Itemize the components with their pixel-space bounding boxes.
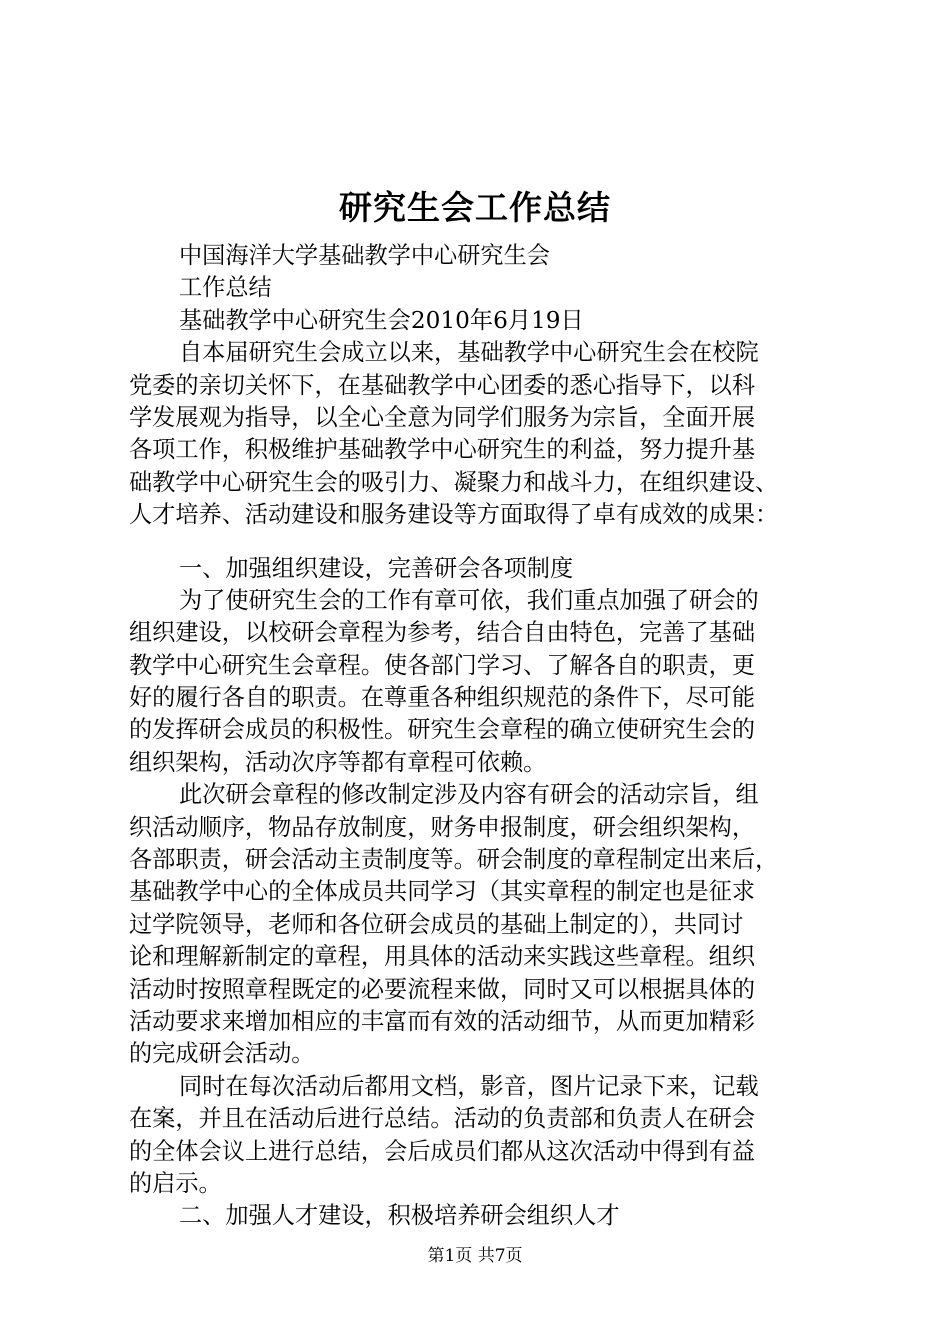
section-heading: 二、加强人才建设，积极培养研会组织人才 (179, 1202, 620, 1230)
text-line: 的全体会议上进行总结，会后成员们都从这次活动中得到有益 (129, 1137, 756, 1165)
text-line: 织活动顺序，物品存放制度，财务申报制度，研会组织架构， (129, 813, 756, 841)
text-line: 各项工作，积极维护基础教学中心研究生的利益，努力提升基 (129, 436, 756, 464)
text-line: 在案，并且在活动后进行总结。活动的负责部和负责人在研会 (129, 1105, 756, 1133)
document-body (129, 240, 839, 1233)
text-line: 的发挥研会成员的积极性。研究生会章程的确立使研究生会的 (129, 716, 756, 744)
text-line: 工作总结 (179, 274, 272, 302)
text-line: 组织建设，以校研会章程为参考，结合自由特色，完善了基础 (129, 619, 756, 647)
text-line: 础教学中心研究生会的吸引力、凝聚力和战斗力，在组织建设、 (129, 468, 779, 496)
text-line: 为了使研究生会的工作有章可依，我们重点加强了研会的 (179, 586, 759, 614)
text-line: 的启示。 (129, 1169, 222, 1197)
text-line: 自本届研究生会成立以来，基础教学中心研究生会在校院 (179, 339, 759, 367)
text-line: 组织架构，活动次序等都有章程可依赖。 (129, 748, 547, 776)
text-line: 学发展观为指导，以全心全意为同学们服务为宗旨，全面开展 (129, 403, 756, 431)
section-heading: 一、加强组织建设，完善研会各项制度 (179, 554, 574, 582)
text-line: 基础教学中心的全体成员共同学习（其实章程的制定也是征求 (129, 878, 756, 906)
text-line: 此次研会章程的修改制定涉及内容有研会的活动宗旨，组 (179, 781, 759, 809)
page-footer: 第1页 共7页 (427, 1246, 523, 1266)
text-line: 论和理解新制定的章程，用具体的活动来实践这些章程。组织 (129, 943, 756, 971)
text-line: 各部职责，研会活动主责制度等。研会制度的章程制定出来后， (129, 846, 779, 874)
text-line: 同时在每次活动后都用文档，影音，图片记录下来，记载 (179, 1072, 759, 1100)
text-line: 好的履行各自的职责。在尊重各种组织规范的条件下，尽可能 (129, 684, 756, 712)
text-line: 活动要求来增加相应的丰富而有效的活动细节，从而更加精彩 (129, 1007, 756, 1035)
text-line: 基础教学中心研究生会2010年6月19日 (179, 306, 584, 334)
text-line: 活动时按照章程既定的必要流程来做，同时又可以根据具体的 (129, 975, 756, 1003)
text-line: 教学中心研究生会章程。使各部门学习、了解各自的职责，更 (129, 651, 756, 679)
text-line: 中国海洋大学基础教学中心研究生会 (179, 242, 550, 269)
text-line: 过学院领导，老师和各位研会成员的基础上制定的），共同讨 (129, 910, 744, 938)
text-line: 党委的亲切关怀下，在基础教学中心团委的悉心指导下，以科 (129, 371, 756, 399)
document-title: 研究生会工作总结 (339, 188, 611, 227)
text-line: 人才培养、活动建设和服务建设等方面取得了卓有成效的成果： (129, 501, 779, 529)
text-line: 的完成研会活动。 (129, 1040, 315, 1068)
paragraph-gap (129, 532, 839, 553)
